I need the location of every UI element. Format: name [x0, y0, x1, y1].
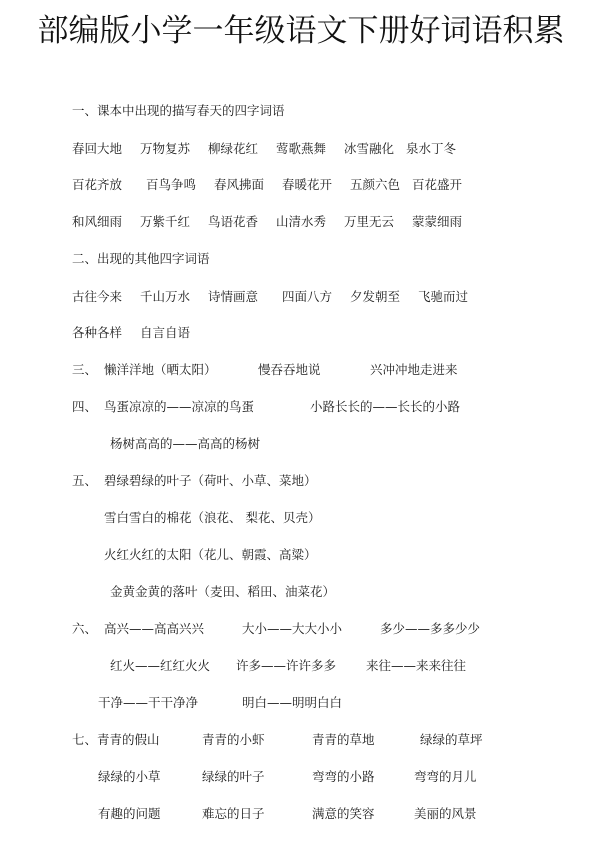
phrase: 春回大地: [72, 141, 123, 156]
phrase: 多少——多多少少: [380, 621, 481, 636]
phrase: 美丽的风景: [414, 806, 477, 821]
phrase: 弯弯的小路: [312, 769, 375, 784]
phrase: 和风细雨: [72, 214, 123, 229]
phrase: 明白——明明白白: [242, 695, 343, 710]
phrase: 五、: [72, 473, 98, 488]
phrase: 五颜六色: [350, 177, 401, 192]
phrase: 雪白雪白的棉花（浪花、 梨花、贝壳）: [104, 510, 321, 525]
phrase: 小路长长的——长长的小路: [310, 399, 461, 414]
phrase: 春暖花开: [282, 177, 333, 192]
phrase: 四面八方: [282, 289, 333, 304]
phrase: 鸟语花香: [208, 214, 259, 229]
phrase: 兴冲冲地走进来: [370, 362, 458, 377]
phrase: 绿绿的叶子: [202, 769, 265, 784]
phrase: 一、课本中出现的描写春天的四字词语: [72, 103, 285, 118]
phrase: 来往——来来往往: [366, 658, 467, 673]
phrase: 山清水秀: [276, 214, 327, 229]
phrase: 杨树高高的——高高的杨树: [110, 436, 261, 451]
phrase: 柳绿花红: [208, 141, 259, 156]
phrase: 冰雪融化: [344, 141, 395, 156]
phrase: 绿绿的草坪: [420, 732, 483, 747]
phrase: 古往今来: [72, 289, 123, 304]
phrase: 有趣的问题: [98, 806, 161, 821]
phrase: 红火——红红火火: [110, 658, 211, 673]
document-title: 部编版小学一年级语文下册好词语积累: [37, 13, 565, 49]
phrase: 各种各样: [72, 325, 123, 340]
phrase: 高兴——高高兴兴: [104, 621, 205, 636]
phrase: 三、: [72, 362, 98, 377]
phrase: 万紫千红: [140, 214, 191, 229]
phrase: 二、出现的其他四字词语: [72, 251, 210, 266]
phrase: 蒙蒙细雨: [412, 214, 463, 229]
phrase: 万里无云: [344, 214, 395, 229]
phrase: 青青的小虾: [202, 732, 265, 747]
phrase: 四、: [72, 399, 98, 414]
phrase: 飞驰而过: [418, 289, 469, 304]
phrase: 慢吞吞地说: [258, 362, 321, 377]
phrase: 鸟蛋凉凉的——凉凉的鸟蛋: [104, 399, 255, 414]
phrase: 千山万水: [140, 289, 191, 304]
phrase: 六、: [72, 621, 98, 636]
phrase: 百花齐放: [72, 177, 123, 192]
phrase: 碧绿碧绿的叶子（荷叶、小草、菜地）: [104, 473, 317, 488]
phrase: 百鸟争鸣: [146, 177, 197, 192]
phrase: 万物复苏: [140, 141, 191, 156]
phrase: 泉水丁冬: [406, 141, 457, 156]
phrase: 弯弯的月儿: [414, 769, 477, 784]
phrase: 春风拂面: [214, 177, 265, 192]
phrase: 夕发朝至: [350, 289, 401, 304]
phrase: 莺歌燕舞: [276, 141, 327, 156]
phrase: 七、青青的假山: [72, 732, 160, 747]
phrase: 火红火红的太阳（花儿、朝霞、高粱）: [104, 547, 317, 562]
phrase: 诗情画意: [208, 289, 259, 304]
phrase: 满意的笑容: [312, 806, 375, 821]
phrase: 许多——许许多多: [236, 658, 337, 673]
phrase: 难忘的日子: [202, 806, 265, 821]
phrase: 懒洋洋地（晒太阳）: [104, 362, 217, 377]
phrase: 干净——干干净净: [98, 695, 199, 710]
phrase: 百花盛开: [412, 177, 463, 192]
phrase: 绿绿的小草: [98, 769, 161, 784]
phrase: 大小——大大小小: [242, 621, 343, 636]
phrase: 青青的草地: [312, 732, 375, 747]
phrase: 金黄金黄的落叶（麦田、稻田、油菜花）: [110, 584, 336, 599]
phrase: 自言自语: [140, 325, 191, 340]
